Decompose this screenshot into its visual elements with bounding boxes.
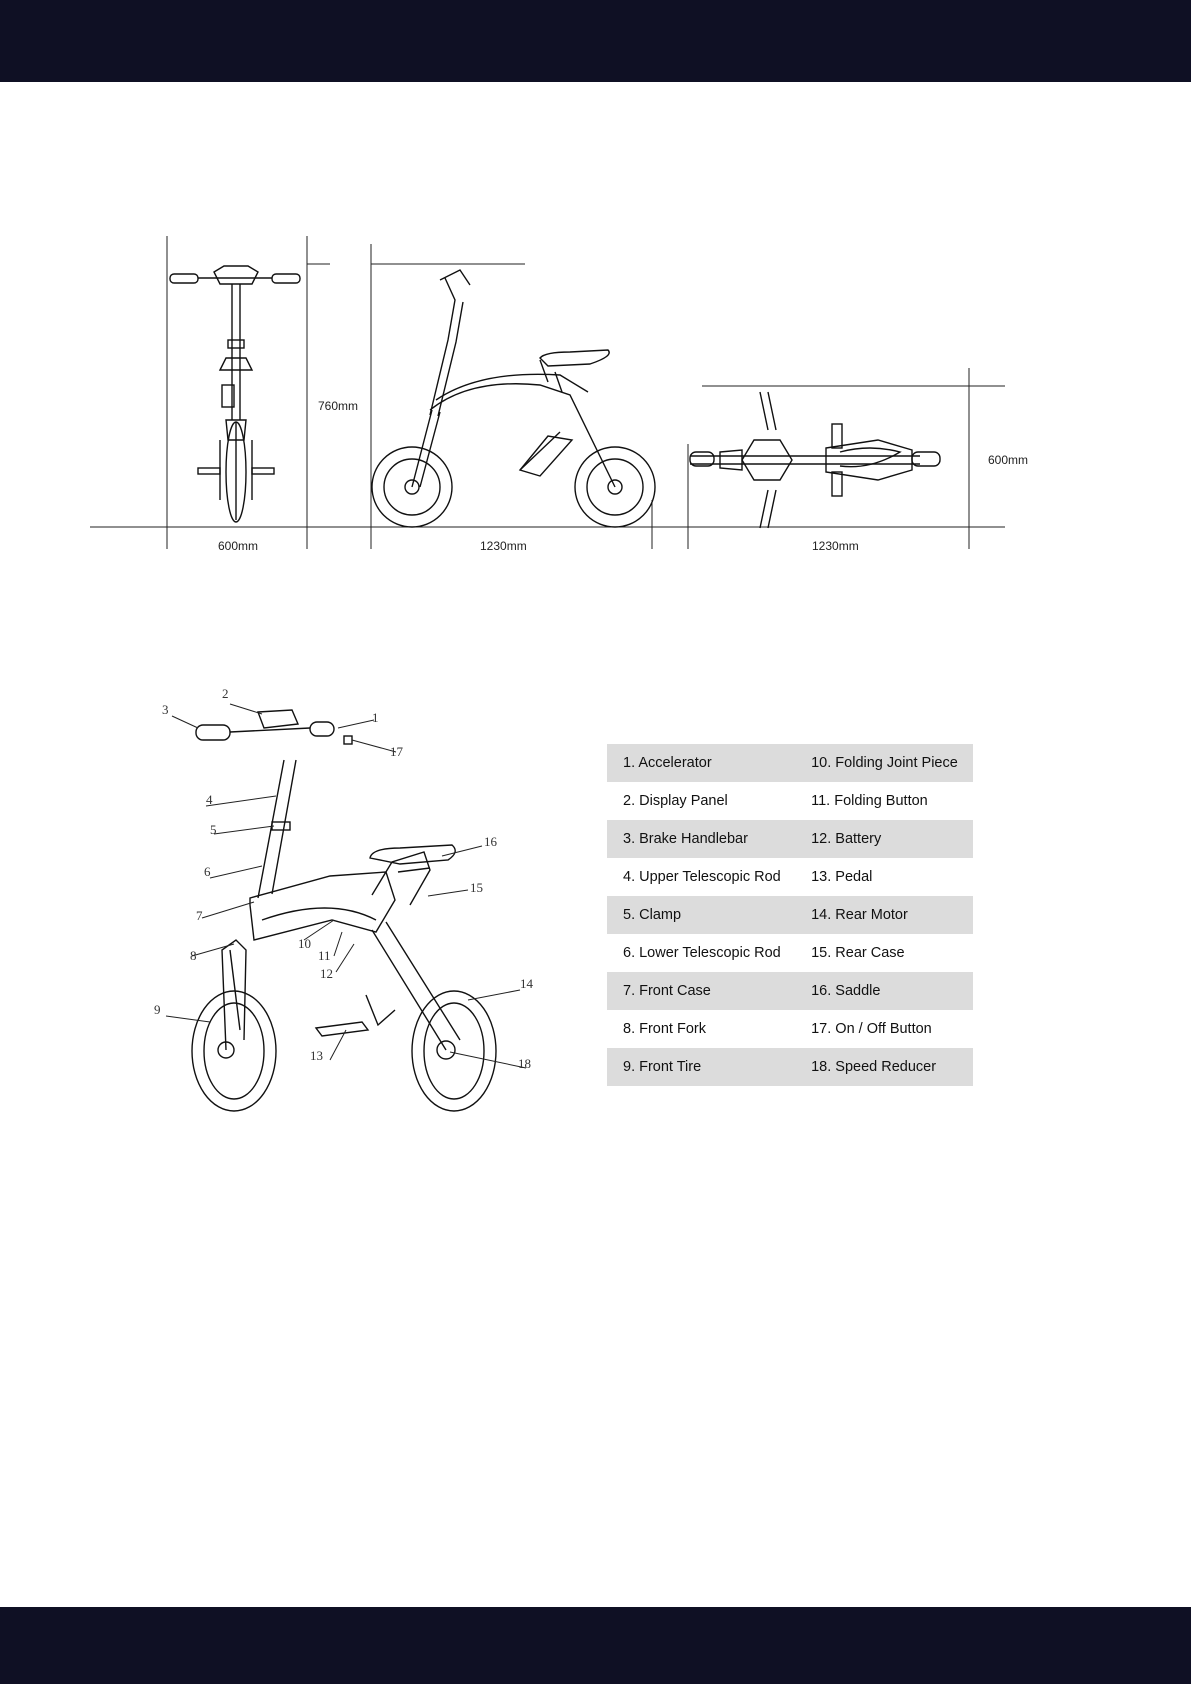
callout-4: 4 bbox=[206, 792, 213, 807]
callout-15: 15 bbox=[470, 880, 483, 895]
part-label: 9. Front Tire bbox=[607, 1048, 797, 1086]
part-label: 10. Folding Joint Piece bbox=[797, 744, 973, 782]
part-label: 13. Pedal bbox=[811, 869, 873, 885]
table-row bbox=[607, 820, 973, 858]
dimension-height: 760mm bbox=[318, 399, 359, 413]
top-view-scooter bbox=[690, 392, 940, 528]
part-label: 14. Rear Motor bbox=[797, 896, 973, 934]
callout-1: 1 bbox=[372, 710, 379, 725]
table-row bbox=[607, 782, 973, 820]
callout-13: 13 bbox=[310, 1048, 323, 1063]
table-row bbox=[607, 896, 973, 934]
part-label: 4. Upper Telescopic Rod bbox=[623, 869, 781, 885]
part-label: 15. Rear Case bbox=[811, 945, 905, 961]
parts-list-table bbox=[607, 744, 973, 1086]
part-label: 8. Front Fork bbox=[623, 1021, 706, 1037]
callout-7: 7 bbox=[196, 908, 203, 923]
callout-12: 12 bbox=[320, 966, 333, 981]
part-label: 16. Saddle bbox=[797, 972, 973, 1010]
callout-9: 9 bbox=[154, 1002, 161, 1017]
part-label: 6. Lower Telescopic Rod bbox=[623, 945, 781, 961]
table-row bbox=[607, 1010, 973, 1048]
dimension-top-length: 1230mm bbox=[812, 539, 859, 553]
part-label: 2. Display Panel bbox=[623, 793, 728, 809]
part-label: 3. Brake Handlebar bbox=[607, 820, 797, 858]
perspective-drawing bbox=[154, 686, 534, 1111]
footer-band bbox=[0, 1607, 1191, 1684]
callout-5: 5 bbox=[210, 822, 217, 837]
callout-8: 8 bbox=[190, 948, 197, 963]
callout-11: 11 bbox=[318, 948, 331, 963]
part-label: 17. On / Off Button bbox=[811, 1021, 932, 1037]
front-view-scooter bbox=[170, 266, 300, 522]
dimension-front-width: 600mm bbox=[218, 539, 259, 553]
callout-6: 6 bbox=[204, 864, 211, 879]
callout-14: 14 bbox=[520, 976, 533, 991]
callout-16: 16 bbox=[484, 834, 497, 849]
table-row bbox=[607, 1048, 973, 1086]
callout-10: 10 bbox=[298, 936, 311, 951]
table-row bbox=[607, 744, 973, 782]
callout-18: 18 bbox=[518, 1056, 531, 1071]
side-view-scooter bbox=[372, 270, 655, 527]
part-label: 18. Speed Reducer bbox=[797, 1048, 973, 1086]
table-row bbox=[607, 972, 973, 1010]
table-row bbox=[607, 858, 973, 896]
dimension-drawing bbox=[90, 236, 1028, 553]
callout-3: 3 bbox=[162, 702, 169, 717]
part-label: 1. Accelerator bbox=[607, 744, 797, 782]
table-row bbox=[607, 934, 973, 972]
part-label: 12. Battery bbox=[797, 820, 973, 858]
callout-17: 17 bbox=[390, 744, 403, 759]
dimension-top-width: 600mm bbox=[988, 453, 1029, 467]
part-label: 11. Folding Button bbox=[811, 793, 928, 809]
part-label: 7. Front Case bbox=[607, 972, 797, 1010]
callout-2: 2 bbox=[222, 686, 229, 701]
dimension-side-length: 1230mm bbox=[480, 539, 527, 553]
part-label: 5. Clamp bbox=[607, 896, 797, 934]
